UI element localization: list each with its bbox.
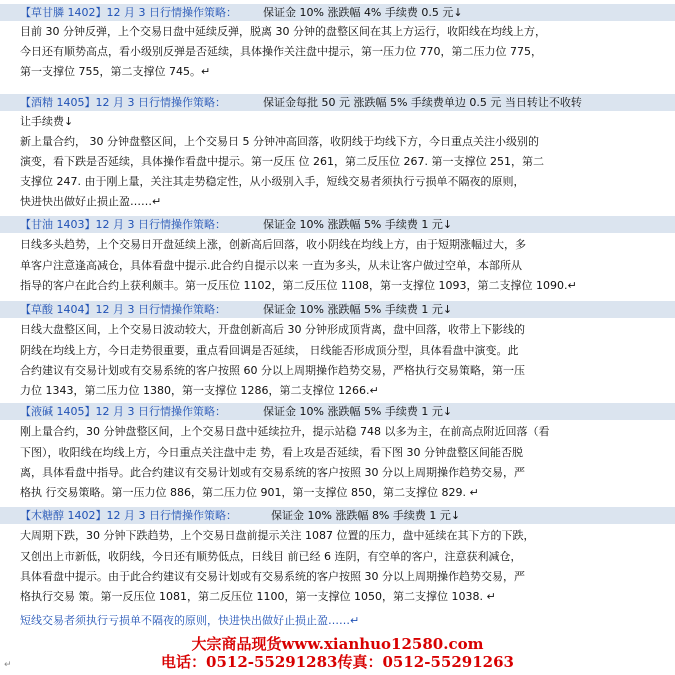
body-line: 具体看盘中提示。由于此合约建议有交易计划或有交易系统的客户按照 30 分以上周期操作趋势交易，严	[20, 570, 525, 583]
body-line: 格执 行交易策略。第一压力位 886，第二压力位 901，第一支撑位 850，第二支撑位 829. ↵	[20, 486, 479, 499]
body-line: 单客户注意逢高减仓，具体看盘中提示.此合约自提示以来 一直为多头，从未让客户做过空单，本部所从	[20, 259, 522, 272]
section-title: 【草甘膦 1402】12 月 3 日行情操作策略：	[20, 6, 237, 19]
section-header	[0, 403, 675, 420]
body-line: 大周期下跌，30 分钟下跌趋势，上个交易日盘前提示关注 1087 位置的压力，盘中延续在其下方的下跌，	[20, 529, 535, 542]
section-terms-continued: 让手续费↓	[20, 115, 74, 128]
section-title: 【木糖醇 1402】12 月 3 日行情操作策略：	[20, 509, 237, 522]
section-header	[0, 94, 675, 111]
body-line: 离，具体看盘中指导。此合约建议有交易计划或有交易系统的客户按照 30 分以上周期操作趋势交易，严	[20, 466, 525, 479]
body-line: 指导的客户在此合约上获利颇丰。第一反压位 1102，第二反压位 1108，第一支撑位 1093，第二支撑位 1090.↵	[20, 279, 577, 292]
section-title: 【酒精 1405】12 月 3 日行情操作策略：	[20, 96, 226, 109]
body-line: 今日还有顺势高点，看小级别反弹是否延续，具体操作关注盘中提示，第一压力位 770，第二压力位 775，	[20, 45, 542, 58]
body-line: 刚上量合约，30 分钟盘整区间，上个交易日盘中延续拉升，提示站稳 748 以多为主，在前高点附近回落（看	[20, 425, 550, 438]
body-line: 第一支撑位 755，第二支撑位 745。↵	[20, 65, 211, 78]
body-line: 目前 30 分钟反弹，上个交易日盘中延续反弹，脱离 30 分钟的盘整区间在其上方运行，收阳线在均线上方，	[20, 25, 546, 38]
body-line: 格执行交易 策。第一反压位 1081，第二反压位 1100，第一支撑位 1050，第二支撑位 1038. ↵	[20, 590, 496, 603]
section-caustic-soda	[0, 403, 675, 499]
closing-note: 短线交易者须执行亏损单不隔夜的原则，快进快出做好止损止盈……↵	[20, 614, 360, 627]
section-title: 【草酸 1404】12 月 3 日行情操作策略：	[20, 303, 226, 316]
section-title: 【液碱 1405】12 月 3 日行情操作策略：	[20, 405, 226, 418]
section-terms: 保证金 10% 涨跌幅 5% 手续费 1 元↓	[263, 405, 453, 418]
paragraph-mark-icon: ↵	[4, 660, 12, 670]
body-line: 支撑位 247. 由于刚上量，关注其走势稳定性，从小级别入手，短线交易者须执行亏损单不隔夜的原则，	[20, 175, 525, 188]
section-header	[0, 4, 675, 21]
body-line: 力位 1343，第二压力位 1380，第一支撑位 1286，第二支撑位 1266.↵	[20, 384, 379, 397]
section-herbicide	[0, 4, 675, 78]
section-header	[0, 301, 675, 318]
section-oxalic-acid	[0, 301, 675, 397]
section-terms: 保证金 10% 涨跌幅 5% 手续费 1 元↓	[263, 303, 453, 316]
section-xylitol	[0, 507, 675, 603]
body-line: 日线大盘整区间，上个交易日波动较大，开盘创新高后 30 分钟形成顶背离，盘中回落，收带上下影线的	[20, 323, 525, 336]
body-line: 合约建议有交易计划或有交易系统的客户按照 60 分以上周期操作趋势交易，严格执行交易策略，第一压	[20, 364, 525, 377]
footer-company-line: 大宗商品现货www.xianhuo12580.com	[191, 635, 484, 653]
body-line: 下图），收阳线在均线上方，今日重点关注盘中走 势，看上攻是否延续，看下图 30 分钟盘整区间能否脱	[20, 446, 523, 459]
section-header	[0, 216, 675, 233]
body-line: 新上量合约， 30 分钟盘整区间，上个交易日 5 分钟冲高回落，收阴线于均线下方，今日重点关注小级别的	[20, 135, 539, 148]
section-header	[0, 507, 675, 524]
section-terms: 保证金 10% 涨跌幅 4% 手续费 0.5 元↓	[263, 6, 463, 19]
section-terms: 保证金每批 50 元 涨跌幅 5% 手续费单边 0.5 元 当日转让不收转	[263, 96, 582, 109]
footer-contact-line: 电话：0512-55291283传真：0512-55291263	[161, 653, 514, 671]
section-terms: 保证金 10% 涨跌幅 5% 手续费 1 元↓	[263, 218, 453, 231]
section-alcohol	[0, 94, 675, 208]
body-line: 又创出上市新低，收阴线，今日还有顺势低点，日线目 前已经 6 连阴，有空单的客户，注意获利减仓，	[20, 550, 522, 563]
body-line: 日线多头趋势，上个交易日开盘延续上涨，创新高后回落，收小阴线在均线上方，由于短期涨幅过大，多	[20, 238, 526, 251]
section-terms: 保证金 10% 涨跌幅 8% 手续费 1 元↓	[271, 509, 461, 522]
body-line: 快进快出做好止损止盈……↵	[20, 195, 162, 208]
body-line: 演变，看下跌是否延续，具体操作看盘中提示。第一反压 位 261，第二反压位 267. 第一支撑位 251，第二	[20, 155, 544, 168]
section-glycerin	[0, 216, 675, 292]
section-title: 【甘油 1403】12 月 3 日行情操作策略：	[20, 218, 226, 231]
body-line: 阴线在均线上方，今日走势很重要，重点看回调是否延续， 日线能否形成顶分型，具体看盘中演变。此	[20, 344, 519, 357]
